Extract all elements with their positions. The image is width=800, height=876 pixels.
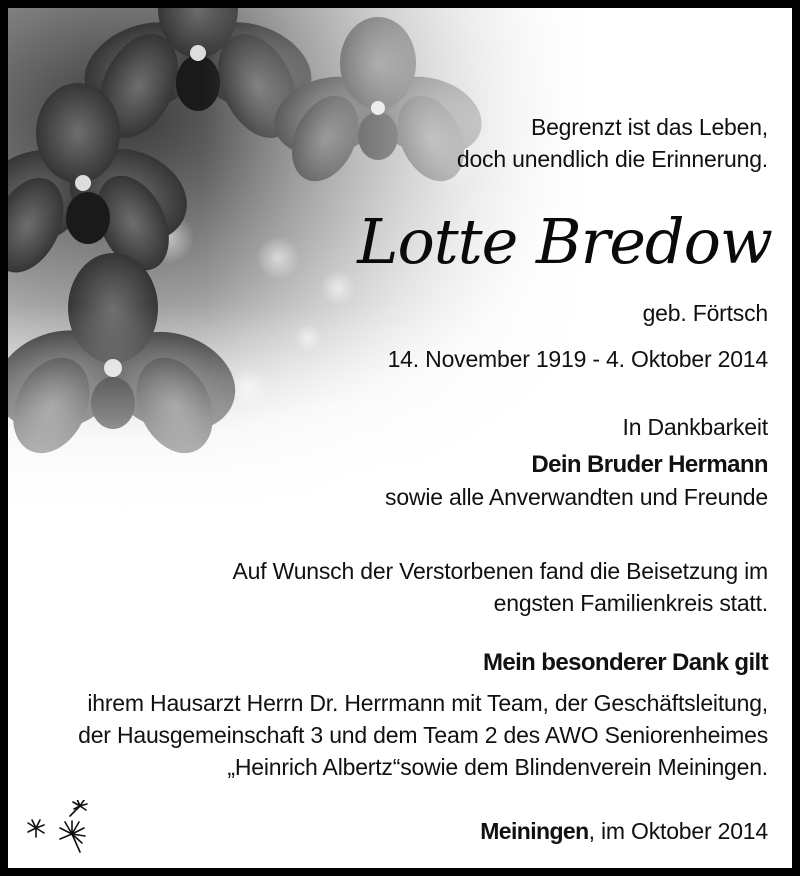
deceased-name: Lotte Bredow xyxy=(357,205,772,278)
maiden-name: geb. Förtsch xyxy=(642,300,768,326)
motto-line-2: doch unendlich die Erinnerung. xyxy=(456,146,768,172)
mourners-intro: In Dankbarkeit xyxy=(622,414,768,440)
mourners-main: Dein Bruder Hermann xyxy=(531,451,768,478)
obituary-card xyxy=(8,8,792,868)
motto-line-1: Begrenzt ist das Leben, xyxy=(530,114,768,140)
thanks-heading: Mein besonderer Dank gilt xyxy=(482,649,768,676)
mourners-others: sowie alle Anverwandten und Freunde xyxy=(385,484,768,510)
dandelion-seeds-icon xyxy=(20,800,100,860)
notice-line-1: Auf Wunsch der Verstorbenen fand die Beisetzung im xyxy=(232,558,768,584)
footer-date: , im Oktober 2014 xyxy=(588,818,768,844)
life-dates: 14. November 1919 - 4. Oktober 2014 xyxy=(387,346,768,372)
thanks-line-2: der Hausgemeinschaft 3 und dem Team 2 des AWO Seniorenheimes xyxy=(78,722,768,748)
notice-line-2: engsten Familienkreis statt. xyxy=(493,590,768,616)
thanks-line-3: „Heinrich Albertz“sowie dem Blindenverein Meiningen. xyxy=(227,754,768,780)
thanks-line-1: ihrem Hausarzt Herrn Dr. Herrmann mit Team, der Geschäftsleitung, xyxy=(87,690,768,716)
footer-line xyxy=(480,816,768,846)
footer-place: Meiningen xyxy=(480,818,589,844)
